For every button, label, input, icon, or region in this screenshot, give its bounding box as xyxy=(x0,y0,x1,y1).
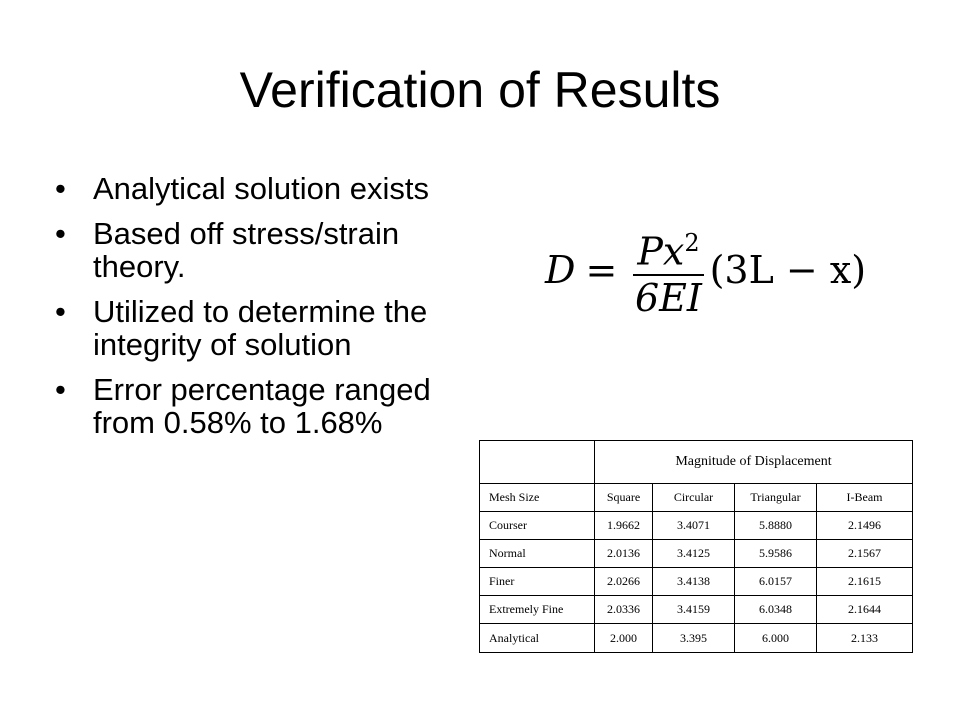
column-header: Square xyxy=(595,484,653,512)
column-header: Triangular xyxy=(735,484,817,512)
table-cell: 6.000 xyxy=(735,624,817,653)
table-cell: Courser xyxy=(480,512,595,540)
formula-factor: (3L − x) xyxy=(709,248,867,293)
table-header-row xyxy=(480,484,913,512)
formula-equals: = xyxy=(585,248,618,293)
table-corner-cell xyxy=(480,441,595,484)
table-row xyxy=(480,568,913,596)
bullet-text: Based off stress/strain theory. xyxy=(93,216,400,284)
table-cell: 5.8880 xyxy=(735,512,817,540)
formula-lhs: D xyxy=(545,248,576,293)
bullet-marker: • xyxy=(55,216,66,251)
table-row xyxy=(480,540,913,568)
table-cell: 2.000 xyxy=(595,624,653,653)
table-cell: Finer xyxy=(480,568,595,596)
table-cell: 2.0266 xyxy=(595,568,653,596)
table-cell: 3.395 xyxy=(653,624,735,653)
table-row xyxy=(480,624,913,653)
column-header: I-Beam xyxy=(817,484,913,512)
table-cell: 3.4125 xyxy=(653,540,735,568)
bullet-list xyxy=(55,172,475,451)
bullet-text: Utilized to determine the integrity of solution xyxy=(93,294,428,362)
formula-exponent: 2 xyxy=(684,229,700,257)
bullet-item xyxy=(55,217,475,283)
bullet-text: Analytical solution exists xyxy=(93,171,429,206)
table-cell: 2.1567 xyxy=(817,540,913,568)
bullet-item xyxy=(55,295,475,361)
bullet-marker: • xyxy=(55,294,66,329)
bullet-marker: • xyxy=(55,372,66,407)
table-cell: 6.0348 xyxy=(735,596,817,624)
bullet-item xyxy=(55,172,475,205)
table-cell: 3.4159 xyxy=(653,596,735,624)
table-cell: 6.0157 xyxy=(735,568,817,596)
table-row xyxy=(480,512,913,540)
table-group-header: Magnitude of Displacement xyxy=(595,441,913,484)
table-cell: 2.1496 xyxy=(817,512,913,540)
table-cell: 2.1615 xyxy=(817,568,913,596)
displacement-formula xyxy=(545,223,866,318)
bullet-marker: • xyxy=(55,171,66,206)
displacement-table xyxy=(479,440,913,653)
formula-numerator: Px$^2$ xyxy=(633,223,703,276)
bullet-item xyxy=(55,373,475,439)
formula-fraction xyxy=(633,223,703,318)
column-header: Mesh Size xyxy=(480,484,595,512)
table-cell: 3.4138 xyxy=(653,568,735,596)
column-header: Circular xyxy=(653,484,735,512)
slide-title: Verification of Results xyxy=(239,62,721,118)
formula-denominator: 6EI xyxy=(634,275,702,320)
table-cell: 5.9586 xyxy=(735,540,817,568)
table-cell: Extremely Fine xyxy=(480,596,595,624)
table-cell: 1.9662 xyxy=(595,512,653,540)
table-cell: Normal xyxy=(480,540,595,568)
table-row xyxy=(480,596,913,624)
table-cell: Analytical xyxy=(480,624,595,653)
table-cell: 3.4071 xyxy=(653,512,735,540)
table-cell: 2.133 xyxy=(817,624,913,653)
table-group-header-row xyxy=(480,441,913,484)
table-cell: 2.0336 xyxy=(595,596,653,624)
table-cell: 2.1644 xyxy=(817,596,913,624)
table-cell: 2.0136 xyxy=(595,540,653,568)
bullet-text: Error percentage ranged from 0.58% to 1.68% xyxy=(93,372,431,440)
